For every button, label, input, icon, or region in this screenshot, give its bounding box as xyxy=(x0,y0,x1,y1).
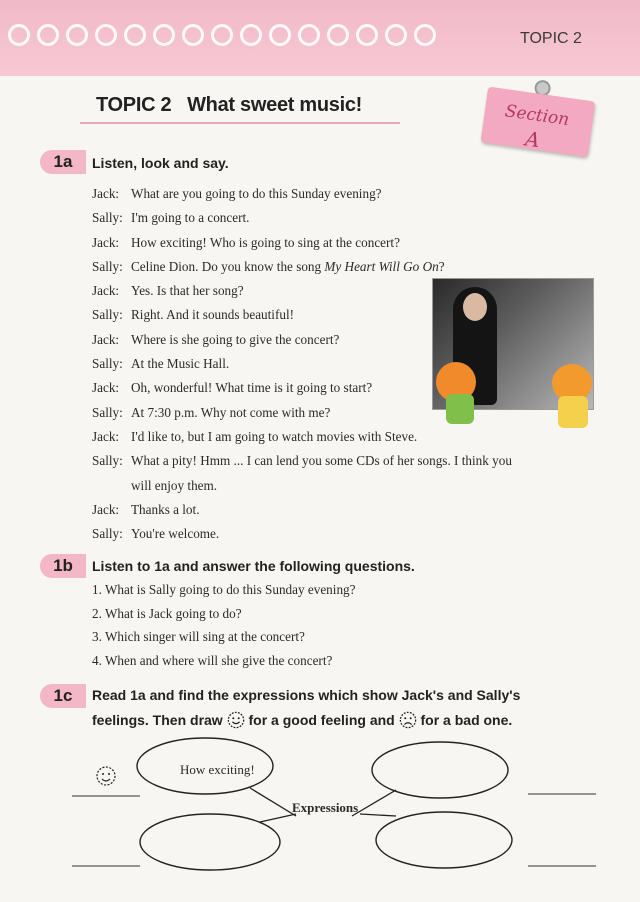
line-text: At 7:30 p.m. Why not come with me? xyxy=(131,404,331,420)
question-item: 4. When and where will she give the concert? xyxy=(92,653,333,669)
line-text: Thanks a lot. xyxy=(131,501,200,517)
question-item: 3. Which singer will sing at the concert? xyxy=(92,629,305,645)
tag-1c: 1c xyxy=(40,684,86,708)
ring-icon xyxy=(385,24,407,46)
question-item: 1. What is Sally going to do this Sunday evening? xyxy=(92,582,356,597)
speaker-label: Sally: xyxy=(92,404,123,420)
line-text: How exciting! Who is going to sing at the concert? xyxy=(131,234,400,250)
speaker-label: Jack: xyxy=(92,283,120,299)
tag-1b: 1b xyxy=(40,554,86,578)
speaker-label: Jack: xyxy=(92,501,120,517)
dialogue-line xyxy=(92,206,512,230)
heading-1c-part-a: feelings. Then draw xyxy=(92,712,223,728)
section-badge xyxy=(476,78,603,164)
dialogue-line xyxy=(92,449,512,473)
heading-1b: Listen to 1a and answer the following questions. xyxy=(92,558,415,574)
connector-top-left xyxy=(250,788,296,816)
boy-body xyxy=(446,394,474,424)
line-text: Right. And it sounds beautiful! xyxy=(131,307,295,323)
dialogue-line xyxy=(92,231,512,255)
connector-bottom-left xyxy=(260,814,296,822)
ring-icon xyxy=(124,24,146,46)
line-text: Yes. Is that her song? xyxy=(131,283,244,299)
connector-bottom-right xyxy=(360,814,396,816)
heading-1c-line1: Read 1a and find the expressions which show Jack's and Sally's xyxy=(92,687,521,703)
ring-icon xyxy=(37,24,59,46)
heading-1c-line2 xyxy=(92,711,512,729)
sad-face-icon xyxy=(399,711,417,729)
question-item: 2. What is Jack going to do? xyxy=(92,605,242,621)
speaker-label: Jack: xyxy=(92,428,120,444)
line-text: What are you going to do this Sunday evening? xyxy=(131,186,382,201)
ring-icon xyxy=(66,24,88,46)
ring-icon xyxy=(298,24,320,46)
decorative-rings xyxy=(8,24,436,46)
tag-1a: 1a xyxy=(40,150,86,174)
ring-icon xyxy=(269,24,291,46)
ring-icon xyxy=(8,24,30,46)
speaker-label: Sally: xyxy=(92,526,123,542)
section-word: Section xyxy=(503,101,571,131)
ring-icon xyxy=(153,24,175,46)
dialogue-line xyxy=(92,255,512,279)
oval-bottom-right xyxy=(376,812,512,868)
line-text: will enjoy them. xyxy=(131,477,218,493)
line-text: What a pity! Hmm ... I can lend you some CDs of her songs. I think you xyxy=(131,453,512,469)
heading-1c-part-b: for a good feeling and xyxy=(248,712,395,728)
cartoon-kids-illustration xyxy=(432,362,602,432)
heading-1c-part-c: for a bad one. xyxy=(420,712,513,728)
line-text: At the Music Hall. xyxy=(131,356,230,372)
ring-icon xyxy=(414,24,436,46)
topic-tag: TOPIC 2 xyxy=(520,30,582,47)
speaker-label: Sally: xyxy=(92,453,123,469)
ring-icon xyxy=(95,24,117,46)
line-text: I'm going to a concert. xyxy=(131,210,250,226)
speaker-label: Jack: xyxy=(92,331,120,347)
ring-icon xyxy=(356,24,378,46)
page-title: TOPIC 2 What sweet music! xyxy=(96,94,363,116)
dialogue-line xyxy=(92,498,512,522)
speaker-label: Jack: xyxy=(92,234,120,250)
oval-top-right xyxy=(372,742,508,798)
expressions-label: Expressions xyxy=(292,800,359,815)
dialogue-line xyxy=(92,474,512,498)
line-text: Celine Dion. Do you know the song My Heart Will Go On? xyxy=(131,258,445,274)
ring-icon xyxy=(327,24,349,46)
connector-top-right xyxy=(352,790,396,816)
girl-body xyxy=(558,396,588,428)
line-text: You're welcome. xyxy=(131,526,220,542)
speaker-label: Sally: xyxy=(92,210,123,226)
speaker-label: Sally: xyxy=(92,356,123,372)
section-card xyxy=(480,87,595,157)
title-divider xyxy=(80,122,400,124)
singer-face xyxy=(463,293,487,321)
section-letter: A xyxy=(523,126,542,153)
happy-face-icon xyxy=(97,767,115,785)
song-title: My Heart Will Go On xyxy=(324,258,439,274)
speaker-label: Jack: xyxy=(92,380,120,396)
expressions-diagram xyxy=(60,730,630,902)
dialogue-line xyxy=(92,182,512,206)
line-text: Oh, wonderful! What time is it going to start? xyxy=(131,380,373,396)
question-list xyxy=(92,578,356,673)
heading-1a: Listen, look and say. xyxy=(92,155,229,171)
speaker-label: Sally: xyxy=(92,307,123,323)
line-text: I'd like to, but I am going to watch movies with Steve. xyxy=(131,428,418,444)
ring-icon xyxy=(182,24,204,46)
speaker-label: Sally: xyxy=(92,258,123,274)
oval-example-text: How exciting! xyxy=(180,762,255,777)
ring-icon xyxy=(240,24,262,46)
speaker-label: Jack: xyxy=(92,186,120,201)
happy-face-icon xyxy=(227,711,245,729)
oval-bottom-left xyxy=(140,814,280,870)
ring-icon xyxy=(211,24,233,46)
top-banner xyxy=(0,0,640,76)
dialogue-line xyxy=(92,522,512,546)
line-text: Where is she going to give the concert? xyxy=(131,331,340,347)
